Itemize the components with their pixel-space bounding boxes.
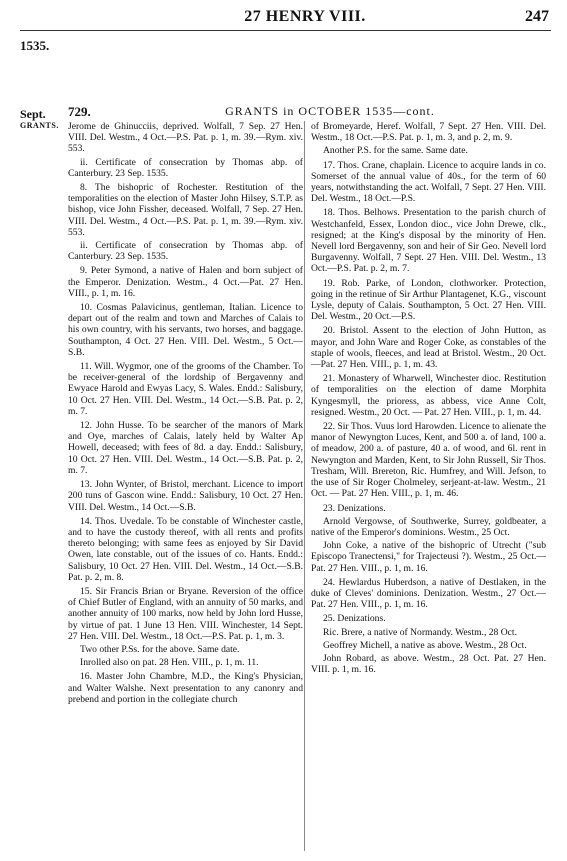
entry-paragraph: Ric. Brere, a native of Normandy. Westm., 28 Oct. <box>323 626 517 638</box>
margin-month: Sept. <box>20 107 46 121</box>
entry-paragraph: 12. John Husse. To be searcher of the manors of Mark and Oye, marches of Calais, lately held by Walter Ap Howell, deceased; with fees of 8d. a day. Endd.: Salisbury, 10 Oct. 27 Hen. VIII. Del. Westm., 14 Oct.—S.B. Pat. p. 2, m. 7. <box>68 420 303 476</box>
entry-paragraph: 11. Will. Wygmor, one of the grooms of the Chamber. To be receiver-general of the lordship of Bergavenny and Ewyace Harold and Ewyas Lacy, S. Wales. Endd.: Salisbury, 10 Oct. 27 Hen. VIII. Del. Westm., 14 Oct.—S.B. Pat. p. 2, m. 7. <box>68 361 303 417</box>
entry-paragraph: 24. Hewlardus Huberdson, a native of Destlaken, in the duke of Cleves' dominions. Denization. Westm., 27 Oct.—Pat. 27 Hen. VIII., p. 1, m. 16. <box>311 576 546 611</box>
entry-paragraph: 10. Cosmas Palavicinus, gentleman, Italian. Licence to depart out of the realm and town and Marches of Calais to his own country, with his servants, two horses, and baggage. Southampton, 4 Oct. 27 Hen. VIII. Del. Westm., 5 Oct.—S.B. <box>68 302 303 358</box>
header-rule <box>20 30 551 31</box>
entry-paragraph: Inrolled also on pat. 28 Hen. VIII., p. 1, m. 11. <box>80 657 259 669</box>
document-number: 729. <box>68 104 91 119</box>
page-number: 247 <box>525 8 549 25</box>
right-column <box>311 121 546 851</box>
entry-paragraph: Two other P.Ss. for the above. Same date. <box>80 643 240 655</box>
running-title: 27 HENRY VIII. <box>244 8 366 25</box>
entry-paragraph: ii. Certificate of consecration by Thomas abp. of Canterbury. 23 Sep. 1535. <box>68 156 303 179</box>
entry-paragraph: Another P.S. for the same. Same date. <box>323 145 468 157</box>
entry-paragraph: Geoffrey Michell, a native as above. Westm., 28 Oct. <box>323 639 527 651</box>
entry-paragraph: 23. Denizations. <box>323 502 386 514</box>
entry-paragraph: 19. Rob. Parke, of London, clothworker. Protection, going in the retinue of Sir Arthur Plantagenet, K.G., viscount Lysle, deputy of Calais. Southampton, 5 Oct. 27 Hen. VIII. Del. Westm., 20 Oct.—P.S. <box>311 277 546 323</box>
entry-paragraph: 20. Bristol. Assent to the election of John Hutton, as mayor, and John Ware and Roger Coke, as constables of the staple of wools, fleeces, and lead at Bristol. Westm., 20 Oct.—Pat. 27 Hen. VIII., p. 1, m. 43. <box>311 325 546 371</box>
left-column <box>68 121 303 851</box>
entry-paragraph: 18. Thos. Belhows. Presentation to the parish church of Westchanfeld, Essex, London dioc., vice John Drewe, clk., resigned; at the King's disposal by the minority of Hen. Nevell lord Bergavenny, son and heir of Sir Geo. Nevell lord Burgavenny. Wolfall, 7 Sept. 27 Hen. VIII. Del. Westm., 13 Oct.—P.S. Pat. p. 2, m. 7. <box>311 207 546 275</box>
entry-paragraph: 15. Sir Francis Brian or Bryane. Reversion of the office of Chief Butler of England, with an annuity of 50 marks, and another annuity of 100 marks, now held by John lord Husse, by virtue of pat. 1 June 13 Hen. VIII. Winchester, 14 Sept. 27 Hen. VIII. Del. Westm., 18 Oct.—P.S. Pat. p. 1, m. 3. <box>68 585 303 642</box>
entry-paragraph: 9. Peter Symond, a native of Halen and born subject of the Emperor. Denization. Westm., 4 Oct.—Pat. 27 Hen. VIII., p. 1, m. 16. <box>68 265 303 299</box>
entry-paragraph: of Bromeyarde, Heref. Wolfall, 7 Sept. 27 Hen. VIII. Del. Westm., 18 Oct.—P.S. Pat. p. 1, m. 3, and p. 2, m. 9. <box>311 121 546 144</box>
entry-paragraph: 13. John Wynter, of Bristol, merchant. Licence to import 200 tuns of Gascon wine. Endd.: Salisbury, 10 Oct. 27 Hen. VIII. Del. Westm., 14 Oct.—S.B. <box>68 479 303 513</box>
entry-paragraph: 8. The bishopric of Rochester. Restitution of the temporalities on the election of Master John Hilsey, S.T.P. as bishop, vice John Fissher, deceased. Wolfall, 7 Sep. 27 Hen. VIII. Del. Westm., 4 Oct.—P.S. Pat. p. 1, m. 39.—Rym. xiv. 553. <box>68 182 303 238</box>
entry-paragraph: 16. Master John Chambre, M.D., the King's Physician, and Walter Walshe. Next presentation to any canonry and prebend and portion in the collegiate church <box>68 671 303 705</box>
entry-paragraph: ii. Certificate of consecration by Thomas abp. of Canterbury. 23 Sep. 1535. <box>68 240 303 263</box>
margin-year: 1535. <box>20 38 50 53</box>
entry-paragraph: 21. Monastery of Wharwell, Winchester dioc. Restitution of temporalities on the election of dame Morphita Kyngesmyll, the prioress, as abbess, vice Anne Colt, resigned. Westm., 20 Oct. — Pat. 27 Hen. VIII., p. 1, m. 44. <box>311 373 546 418</box>
entry-paragraph: Arnold Vergowse, of Southwerke, Surrey, goldbeater, a native of the Emperor's dominions. Westm., 25 Oct. <box>311 515 546 538</box>
entry-paragraph: Jerome de Ghinucciis, deprived. Wolfall, 7 Sep. 27 Hen. VIII. Del. Westm., 4 Oct.—P.S. Pat. p. 1, m. 39.—Rym. xiv. 553. <box>68 121 303 155</box>
entry-paragraph: 17. Thos. Crane, chaplain. Licence to acquire lands in co. Somerset of the annual value of 40s., for the term of 60 years, notwithstanding the act. Wolfall, 7 Sept. 27 Hen. VIII. Del. Westm., 18 Oct.—P.S. <box>311 159 546 205</box>
column-divider <box>304 121 305 851</box>
entry-paragraph: 22. Sir Thos. Vuus lord Harowden. Licence to alienate the manor of Newyngton Luces, Kent, and 500 a. of land, 100 a. of meadow, 200 a. of pasture, 40 a. of wood, and 6l. rent in Newyngton and Marden, Kent, to Sir John Russell, Sir Thos. Tresham, Will. Brereton, Ric. Humfrey, and Will. Jefson, to the use of Sir Roger Cholmeley, serjeant-at-law. Westm., 21 Oct. — Pat. 27 Hen. VIII., p. 1, m. 46. <box>311 421 546 500</box>
entry-paragraph: John Robard, as above. Westm., 28 Oct. Pat. 27 Hen. VIII. p. 1, m. 16. <box>311 652 546 676</box>
margin-section: GRANTS. <box>20 121 59 130</box>
entry-paragraph: John Coke, a native of the bishopric of Utrecht ("sub Episcopo Tranectensi," for Trajecteusi ?). Westm., 25 Oct.—Pat. 27 Hen. VIII., p. 1, m. 16. <box>311 540 546 574</box>
entry-paragraph: 25. Denizations. <box>323 613 386 625</box>
section-title: GRANTS in OCTOBER 1535—cont. <box>225 104 435 118</box>
entry-paragraph: 14. Thos. Uvedale. To be constable of Winchester castle, and to have the custody thereof, with all rents and profits thereto belonging; with same fees as enjoyed by Sir David Owen, late constable, out of the issues of co. Hants. Endd.: Salisbury, 10 Oct. 27 Hen. VIII. Del. Westm., 14 Oct.—S.B. Pat. p. 2, m. 8. <box>68 515 303 583</box>
